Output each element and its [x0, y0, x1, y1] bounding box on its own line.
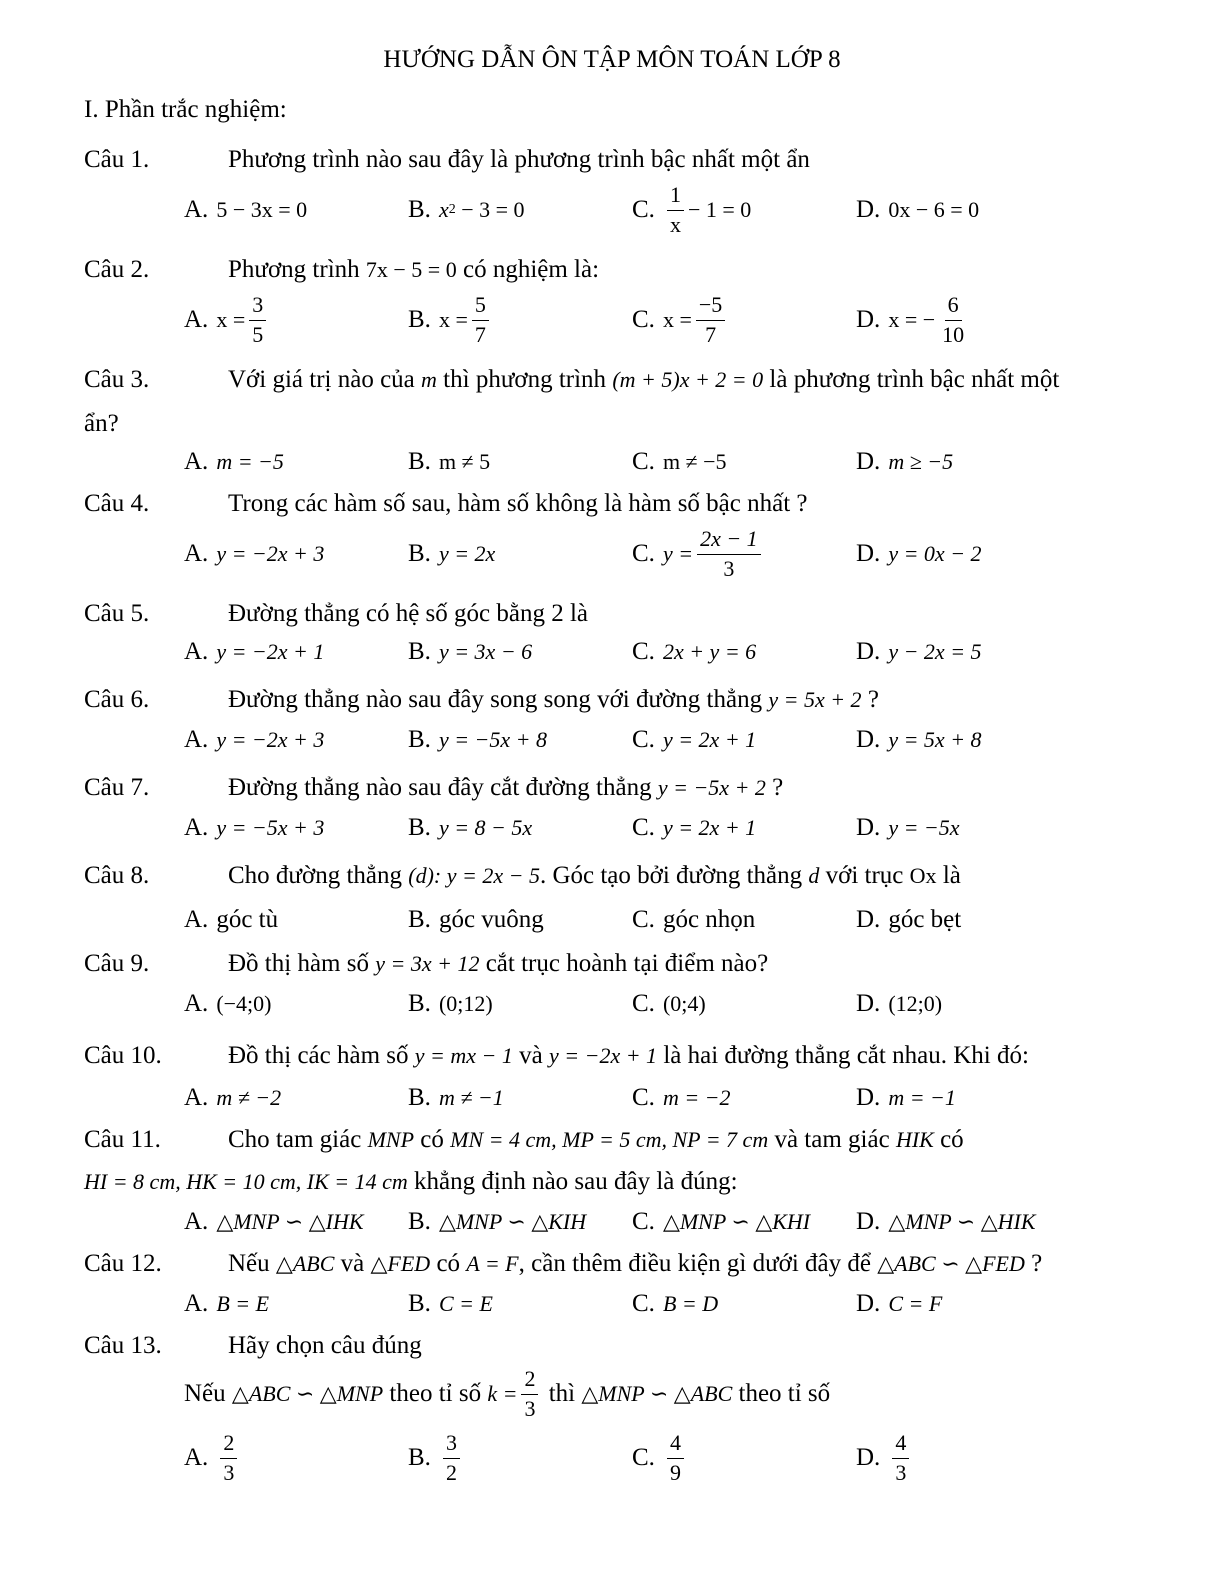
option-d[interactable]: D. △MNP ∽ △HIK: [856, 1208, 1036, 1235]
options-q7: [184, 798, 1144, 858]
option-a[interactable]: A. y = −2x + 3: [184, 726, 325, 753]
option-b[interactable]: B. x = $\frac{5}{7}$: [408, 290, 493, 350]
section-heading: I. Phần trắc nghiệm:: [84, 96, 287, 123]
options-q5: [184, 622, 1144, 682]
option-b[interactable]: B. C = E: [408, 1290, 493, 1317]
option-a[interactable]: A. 5 − 3x = 0: [184, 196, 308, 223]
option-c[interactable]: C. △MNP ∽ △KHI: [632, 1208, 811, 1235]
options-q1: [184, 180, 1144, 240]
question-text: Phương trình nào sau đây là phương trình bậc nhất một ẩn: [228, 146, 810, 173]
option-d[interactable]: D. m = −1: [856, 1084, 956, 1111]
option-a[interactable]: A. $\frac{2}{3}$: [184, 1428, 241, 1488]
option-d[interactable]: D. $\frac{4}{3}$: [856, 1428, 913, 1488]
options-q12: [184, 1274, 1144, 1334]
options-q6: [184, 710, 1144, 770]
option-b[interactable]: B. △MNP ∽ △KIH: [408, 1208, 587, 1235]
options-q11: [184, 1192, 1144, 1252]
option-a[interactable]: A. △MNP ∽ △IHK: [184, 1208, 364, 1235]
option-d[interactable]: D. (12;0): [856, 990, 943, 1017]
option-a[interactable]: A. m ≠ −2: [184, 1084, 282, 1111]
options-q4: [184, 524, 1144, 584]
option-d[interactable]: D. y = 0x − 2: [856, 540, 982, 567]
option-d[interactable]: D. y − 2x = 5: [856, 638, 982, 665]
question-number: Câu 1.: [84, 146, 150, 173]
option-c[interactable]: C. 2x + y = 6: [632, 638, 757, 665]
option-b[interactable]: B. y = 3x − 6: [408, 638, 533, 665]
option-b[interactable]: B. y = −5x + 8: [408, 726, 548, 753]
option-a[interactable]: A. x = $\frac{3}{5}$: [184, 290, 270, 350]
option-c[interactable]: C. m ≠ −5: [632, 448, 727, 475]
document-page: HƯỚNG DẪN ÔN TẬP MÔN TOÁN LỚP 8 I. Phần trắc nghiệm: Câu 1. Phương trình nào sau đây là phương trình bậc nhất một ẩn A. 5 − 3x = 0 B. x 2 − 3 = 0 C. $\frac{1}{x}$ − 1 = 0 D. 0x − 6 = 0 Câu 2. Phương trình 7x − 5 = 0 có nghiệm là: A. x = $\frac{3}{5}$ B. x = $\frac{5}{7}$ C. x = $\frac{-5}{7}$ D. x = − $\frac{6}{10}$ Câu 3. Với giá trị nào của m thì phương trình (m + 5)x + 2 = 0 là phương trình bậc nhất một ẩn? A. m = −5 B. m ≠ 5 C. m ≠ −5 D. m ≥ −5 Câu 4. Trong các hàm số sau, hàm số không là hàm số bậc nhất ? A. y = −2x + 3 B. y = 2x C. y = $\frac{2x - 1}{3}$ D. y = 0x − 2 Câu 5. Đường thẳng có hệ số góc bằng 2 là A. y = −2x + 1 B. y = 3x − 6 C. 2x + y = 6 D. y − 2x = 5 Câu 6. Đường thẳng nào sau đây song song với đường thẳng y = 5x + 2 ? A. y = −2x + 3 B. y = −5x + 8 C. y = 2x + 1 D. y = 5x + 8 Câu 7. Đường thẳng nào sau đây cắt đường thẳng y = −5x + 2 ? A. y = −5x + 3 B. y = 8 − 5x C. y = 2x + 1 D. y = −5x Câu 8. Cho đường thẳng (d): y = 2x − 5. Góc tạo bởi đường thẳng d với trục Ox là A. góc tù B. góc vuông C. góc nhọn D. góc bẹt Câu 9. Đồ thị hàm số y = 3x + 12 cắt trục hoành tại điểm nào? A. (−4;0) B. (0;12) C. (0;4) D. (12;0) Câu 10. Đồ thị các hàm số y = mx − 1 và y = −2x + 1 là hai đường thẳng cắt nhau. Khi đó: A. m ≠ −2 B. m ≠ −1 C. m = −2 D. m = −1 Câu 11. Cho tam giác MNP có MN = 4 cm, MP = 5 cm, NP = 7 cm và tam giác HIK có HI = 8 cm, HK = 10 cm, IK = 14 cm khẳng định nào sau đây là đúng: A. △MNP ∽ △IHK B. △MNP ∽ △KIH C. △MNP ∽ △KHI D. △MNP ∽ △HIK Câu 12. Nếu △ABC và △FED có A = F, cần thêm điều kiện gì dưới đây để △ABC ∽ △FED ? A. B = E B. C = E C. B = D D. C = F Câu 13. Hãy chọn câu đúng Nếu △ABC ∽ △MNP theo tỉ số k = $\frac{2}{3}$ thì △MNP ∽ △ABC theo tỉ số A. $\frac{2}{3}$ B. $\frac{3}{2}$ C. $\frac{4}{9}$ D. $\frac{4}{3}$: [0, 0, 1224, 1584]
option-b[interactable]: B. m ≠ −1: [408, 1084, 504, 1111]
option-a[interactable]: A. y = −2x + 1: [184, 638, 325, 665]
option-a[interactable]: A. góc tù: [184, 906, 279, 933]
option-a[interactable]: A. m = −5: [184, 448, 284, 475]
option-b[interactable]: B. góc vuông: [408, 906, 544, 933]
options-q3: [184, 432, 1144, 492]
option-d[interactable]: D. y = 5x + 8: [856, 726, 982, 753]
question-13-statement: Nếu △ABC ∽ △MNP theo tỉ số k = $\frac{2}{3}$ thì △MNP ∽ △ABC theo tỉ số: [184, 1366, 831, 1421]
options-q9: [184, 974, 1144, 1034]
option-b[interactable]: B. (0;12): [408, 990, 493, 1017]
option-c[interactable]: C. góc nhọn: [632, 906, 756, 933]
option-b[interactable]: B. $\frac{3}{2}$: [408, 1428, 464, 1488]
option-c[interactable]: C. (0;4): [632, 990, 706, 1017]
option-d[interactable]: D. m ≥ −5: [856, 448, 954, 475]
option-c[interactable]: C. x = $\frac{-5}{7}$: [632, 290, 729, 350]
option-c[interactable]: C. y = 2x + 1: [632, 726, 757, 753]
option-d[interactable]: D. C = F: [856, 1290, 943, 1317]
question-number: Câu 2.: [84, 256, 150, 283]
options-q2: [184, 290, 1144, 350]
option-a[interactable]: A. B = E: [184, 1290, 270, 1317]
option-b[interactable]: B. x 2 − 3 = 0: [408, 196, 525, 223]
option-a[interactable]: A. y = −5x + 3: [184, 814, 325, 841]
option-b[interactable]: B. y = 8 − 5x: [408, 814, 533, 841]
option-d[interactable]: D. x = − $\frac{6}{10}$: [856, 292, 965, 347]
option-c[interactable]: C. m = −2: [632, 1084, 731, 1111]
option-a[interactable]: A. (−4;0): [184, 990, 272, 1017]
option-d[interactable]: D. 0x − 6 = 0: [856, 196, 980, 223]
option-c[interactable]: C. $\frac{1}{x}$ − 1 = 0: [632, 182, 752, 237]
page-title: HƯỚNG DẪN ÔN TẬP MÔN TOÁN LỚP 8: [383, 46, 841, 73]
option-b[interactable]: B. m ≠ 5: [408, 448, 491, 475]
option-c[interactable]: C. y = $\frac{2x - 1}{3}$: [632, 524, 765, 584]
option-c[interactable]: C. y = 2x + 1: [632, 814, 757, 841]
option-c[interactable]: C. $\frac{4}{9}$: [632, 1428, 688, 1488]
option-a[interactable]: A. y = −2x + 3: [184, 540, 325, 567]
option-c[interactable]: C. B = D: [632, 1290, 719, 1317]
option-d[interactable]: D. y = −5x: [856, 814, 960, 841]
options-q8: [184, 890, 1144, 950]
option-b[interactable]: B. y = 2x: [408, 540, 496, 567]
options-q13: [184, 1428, 1144, 1488]
options-q10: [184, 1068, 1144, 1128]
option-d[interactable]: D. góc bẹt: [856, 906, 962, 933]
